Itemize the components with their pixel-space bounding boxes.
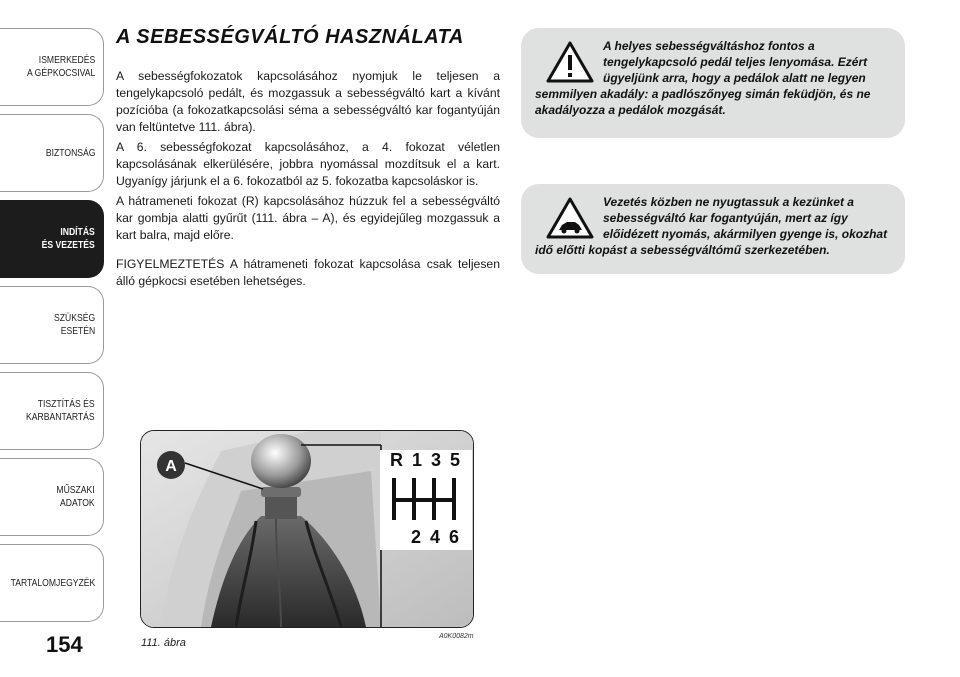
tab-label: SZÜKSÉG ESETÉN	[53, 312, 95, 337]
warning-box	[521, 28, 905, 138]
paragraph: A hátrameneti fokozat (R) kapcsolásához húzzuk fel a sebességváltó kar gombja alatti gyűrűt (111. ábra – A), és egyidejűleg mozgassuk a kart balra, majd előre.	[116, 194, 500, 242]
tab-tisztitas[interactable]	[0, 372, 104, 450]
paragraph: A 6. sebességfokozat kapcsolásához, a 4. fokozat véletlen kapcsolásának elkerülésére, jobbra nyomással mozdítsuk el a kart. Ugyanígy járjunk el a 6. fokozatból az 5. fokozatba kapcsoláskor is.	[116, 140, 500, 188]
body-text	[116, 68, 500, 293]
warning-note: FIGYELMEZTETÉS A hátrameneti fokozat kapcsolása csak teljesen álló gépkocsi esetében lehetséges.	[116, 257, 500, 288]
chapter-tabs	[0, 28, 104, 630]
figure-code: A0K0082m	[439, 633, 474, 640]
tab-label: MŰSZAKI ADATOK	[56, 484, 95, 509]
tab-label: TARTALOMJEGYZÉK	[10, 576, 95, 589]
warning-triangle-icon	[545, 40, 595, 84]
tab-muszaki-adatok[interactable]	[0, 458, 104, 536]
tab-biztonsag[interactable]	[0, 114, 104, 192]
top-gear-labels: R 1 3 5	[389, 450, 463, 470]
page-title: A SEBESSÉGVÁLTÓ HASZNÁLATA	[116, 26, 464, 48]
tab-szukseg-eseten[interactable]	[0, 286, 104, 364]
tab-label: TISZTÍTÁS ÉS KARBANTARTÁS	[26, 398, 95, 423]
bottom-gear-labels: 2 4 6	[410, 527, 462, 547]
tab-ismerkedes[interactable]	[0, 28, 104, 106]
tab-inditas-es-vezetes[interactable]	[0, 200, 104, 278]
caution-text: Vezetés közben ne nyugtassuk a kezünket a sebességváltó kar fogantyúján, mert az így előidézett nyomás, akármilyen gyenge is, okozhat idő előtti kopást a sebességváltómű szerkezetében.	[535, 195, 888, 257]
tab-label: BIZTONSÁG	[45, 146, 95, 159]
tab-tartalomjegyzek[interactable]	[0, 544, 104, 622]
figure-caption: 111. ábra	[141, 637, 186, 649]
caution-car-icon	[545, 196, 595, 240]
paragraph: A sebességfokozatok kapcsolásához nyomjuk le teljesen a tengelykapcsoló pedált, és mozgassuk a sebességváltó kart a kívánt pozícióba (a fokozatkapcsolási séma a sebességváltó kar fogantyúján van feltüntetve 111. ábra).	[116, 69, 500, 134]
caution-box	[521, 184, 905, 274]
page-number: 154	[46, 632, 83, 657]
gear-shift-pattern	[380, 450, 472, 550]
warning-text: A helyes sebességváltáshoz fontos a tengelykapcsoló pedál teljes lenyomása. Ezért ügyeljünk arra, hogy a pedálok alatt ne legyen semmilyen akadály: a padlószőnyeg simán feküdjön, és ne akadályozza a pedálok mozgását.	[535, 39, 871, 117]
callout-label-a: A	[165, 458, 177, 475]
tab-label: ISMERKEDÉS A GÉPKOCSIVAL	[26, 54, 95, 79]
tab-label: INDÍTÁS ÉS VEZETÉS	[41, 226, 95, 251]
